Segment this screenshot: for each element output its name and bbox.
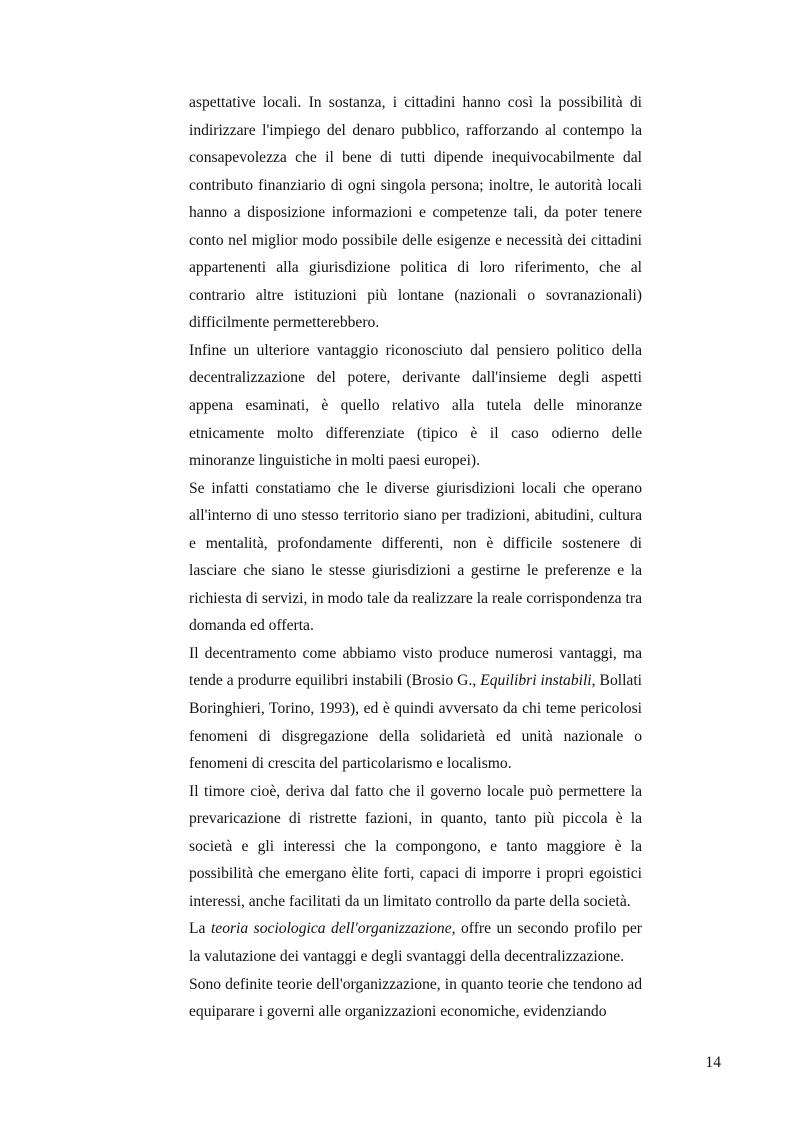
text-segment: Sono definite teorie dell'organizzazione, in quanto teorie che tendono ad equiparare i governi alle organizzazioni economiche, evidenziando	[189, 975, 642, 1021]
text-segment: aspettative locali. In sostanza, i cittadini hanno così la possibilità di indirizzare l'impiego del denaro pubblico, rafforzando al contempo la consapevolezza che il bene di tutti dipende inequivocabilmente dal contributo finanziario di ogni singola persona; inoltre, le autorità locali hanno a disposizione informazioni e competenze tali, da poter tenere conto nel miglior modo possibile delle esigenze e necessità dei cittadini appartenenti alla giurisdizione politica di loro riferimento, che al contrario altre istituzioni più lontane (nazionali o sovranazionali) difficilmente permetterebbero.	[189, 94, 642, 332]
body-text	[189, 89, 642, 1026]
paragraph-7	[189, 971, 642, 1026]
text-segment: , Bollati Boringhieri, Torino, 1993), ed è quindi avversato da chi teme pericolosi fenomeni di disgregazione della solidarietà ed unità nazionale o fenomeni di crescita del particolarismo e localismo.	[189, 672, 642, 773]
paragraph-4	[189, 640, 642, 778]
text-segment: offre un secondo profilo per la valutazione dei vantaggi e degli svantaggi della decentralizzazione.	[189, 920, 642, 965]
paragraph-2	[189, 337, 642, 475]
text-segment: La	[189, 920, 211, 938]
theory-term-italic: teoria sociologica dell'organizzazione,	[210, 920, 456, 938]
text-segment: Il decentramento come abbiamo visto produce numerosi vantaggi, ma tende a produrre equilibri instabili (Brosio G.,	[189, 644, 642, 690]
paragraph-5	[189, 778, 642, 916]
paragraph-3	[189, 475, 642, 640]
text-segment: Infine un ulteriore vantaggio riconosciuto dal pensiero politico della decentralizzazione del potere, derivante dall'insieme degli aspetti appena esaminati, è quello relativo alla tutela delle minoranze etnicamente molto differenziate (tipico è il caso odierno delle minoranze linguistiche in molti paesi europei).	[189, 341, 642, 470]
text-segment: Se infatti constatiamo che le diverse giurisdizioni locali che operano all'interno di uno stesso territorio siano per tradizioni, abitudini, cultura e mentalità, profondamente differenti, non è difficile sostenere di lasciare che siano le stesse giurisdizioni a gestirne le preferenze e la richiesta di servizi, in modo tale da realizzare la reale corrispondenza tra domanda ed offerta.	[189, 479, 642, 635]
paragraph-1	[189, 89, 642, 337]
paragraph-6	[189, 915, 642, 970]
book-title-italic: Equilibri instabili	[480, 672, 592, 690]
text-segment: Il timore cioè, deriva dal fatto che il governo locale può permettere la prevaricazione di ristrette fazioni, in quanto, tanto più piccola è la società e gli interessi che la compongono, e tanto maggiore è la possibilità che emergano èlite forti, capaci di imporre i propri egoistici interessi, anche facilitati da un limitato controllo da parte della società.	[189, 782, 642, 910]
page-number: 14	[705, 1054, 721, 1071]
